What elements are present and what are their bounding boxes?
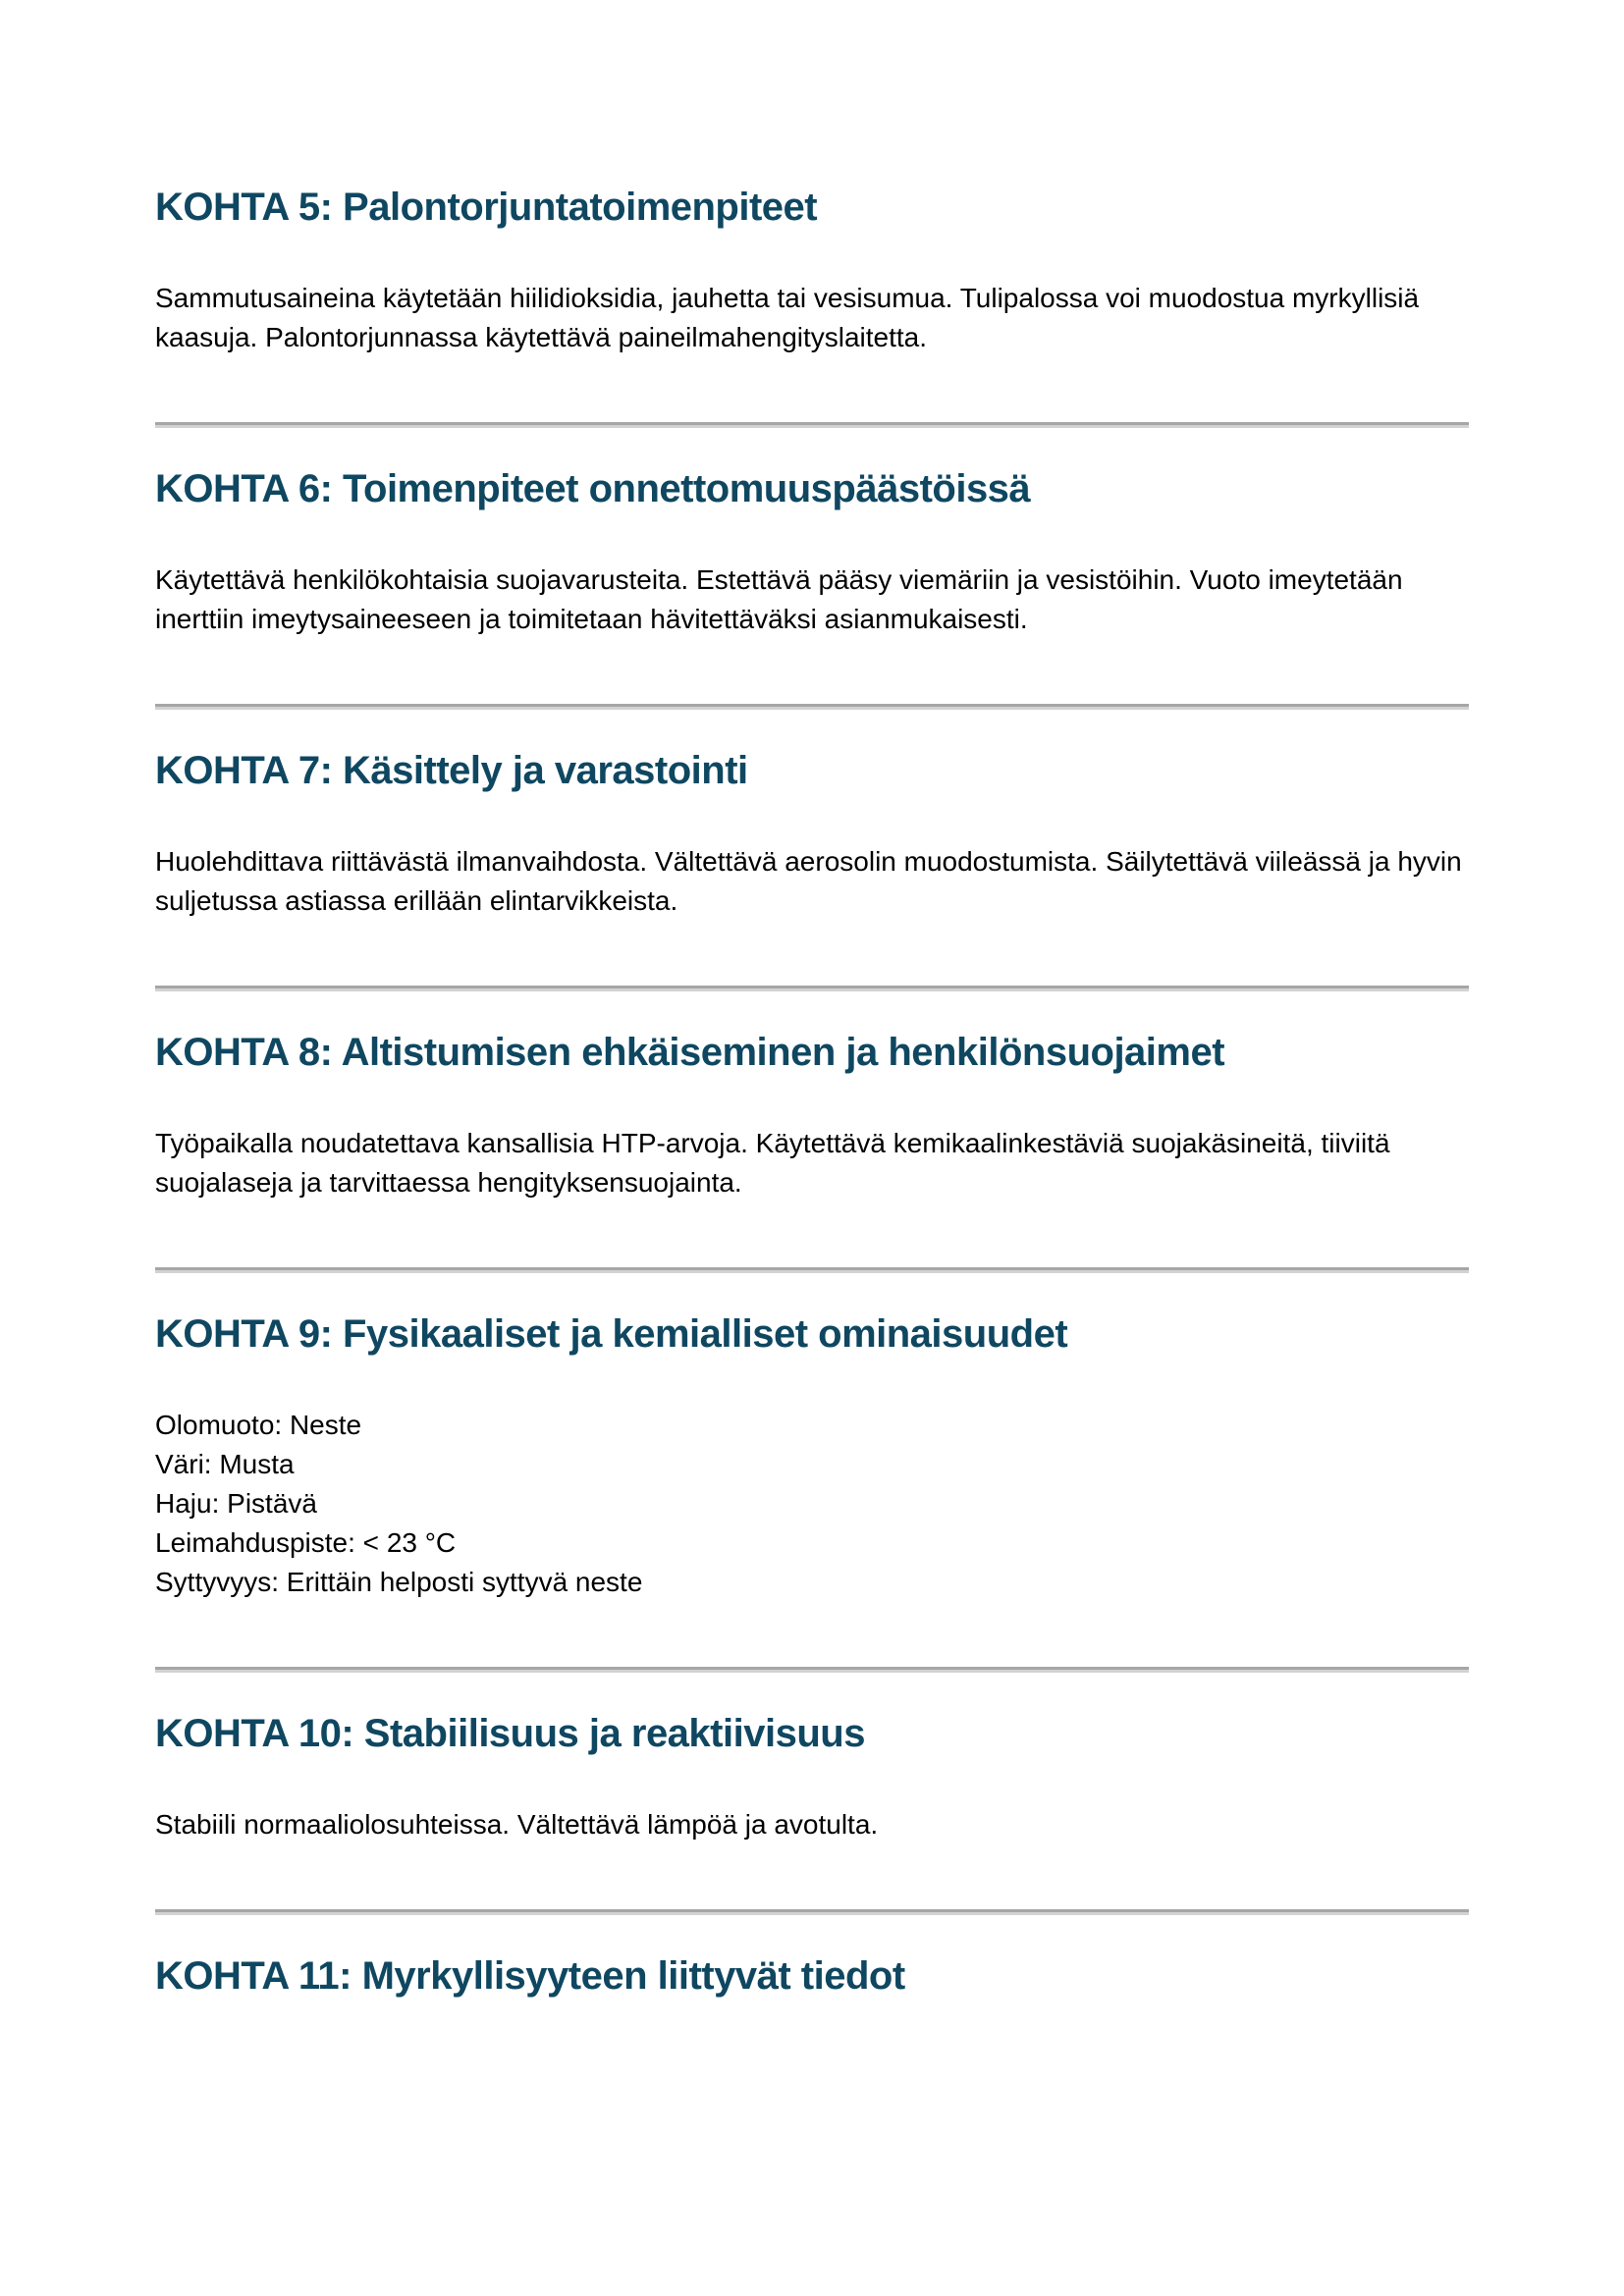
section-body-kohta-6: Käytettävä henkilökohtaisia suojavarusteita. Estettävä pääsy viemäriin ja vesistöihin. Vuoto imeytetään inerttiin imeytysaineeseen ja toimitetaan hävitettäväksi asianmukaisesti. (155, 564, 1403, 634)
section-heading-kohta-10: KOHTA 10: Stabiilisuus ja reaktiivisuus (155, 1712, 865, 1755)
physical-properties-list (155, 1406, 1469, 1602)
property-haju: Haju: Pistävä (155, 1488, 317, 1519)
property-syttyvyys: Syttyvyys: Erittäin helposti syttyvä neste (155, 1567, 643, 1597)
section-body-kohta-8: Työpaikalla noudatettava kansallisia HTP-arvoja. Käytettävä kemikaalinkestäviä suojakäsineitä, tiiviitä suojalaseja ja tarvittaessa hengityksensuojainta. (155, 1128, 1390, 1198)
section-kohta-5 (155, 184, 1469, 428)
section-body-kohta-7: Huolehdittava riittävästä ilmanvaihdosta. Vältettävä aerosolin muodostumista. Säilytettävä viileässä ja hyvin suljetussa astiassa erillään elintarvikkeista. (155, 846, 1462, 916)
section-divider (155, 704, 1469, 710)
section-body-kohta-10: Stabiili normaaliolosuhteissa. Vältettävä lämpöä ja avotulta. (155, 1809, 879, 1840)
section-divider (155, 1667, 1469, 1673)
section-divider (155, 422, 1469, 428)
section-heading-kohta-6: KOHTA 6: Toimenpiteet onnettomuuspäästöissä (155, 467, 1031, 510)
property-leimahduspiste: Leimahduspiste: < 23 °C (155, 1527, 457, 1558)
section-divider (155, 986, 1469, 991)
section-kohta-9 (155, 1310, 1469, 1673)
section-body-kohta-5: Sammutusaineina käytetään hiilidioksidia, jauhetta tai vesisumua. Tulipalossa voi muodostua myrkyllisiä kaasuja. Palontorjunnassa käytettävä paineilmahengityslaitetta. (155, 283, 1420, 352)
section-heading-kohta-11: KOHTA 11: Myrkyllisyyteen liittyvät tiedot (155, 1954, 905, 1998)
section-kohta-10 (155, 1710, 1469, 1915)
section-kohta-11 (155, 1952, 1469, 2000)
section-kohta-7 (155, 747, 1469, 991)
section-heading-kohta-5: KOHTA 5: Palontorjuntatoimenpiteet (155, 186, 818, 229)
section-heading-kohta-8: KOHTA 8: Altistumisen ehkäiseminen ja henkilönsuojaimet (155, 1031, 1225, 1074)
section-heading-kohta-7: KOHTA 7: Käsittely ja varastointi (155, 749, 748, 792)
section-divider (155, 1909, 1469, 1915)
property-vari: Väri: Musta (155, 1449, 295, 1479)
section-heading-kohta-9: KOHTA 9: Fysikaaliset ja kemialliset ominaisuudet (155, 1312, 1068, 1356)
property-olomuoto: Olomuoto: Neste (155, 1410, 362, 1440)
section-kohta-6 (155, 465, 1469, 710)
section-kohta-8 (155, 1029, 1469, 1273)
section-divider (155, 1267, 1469, 1273)
